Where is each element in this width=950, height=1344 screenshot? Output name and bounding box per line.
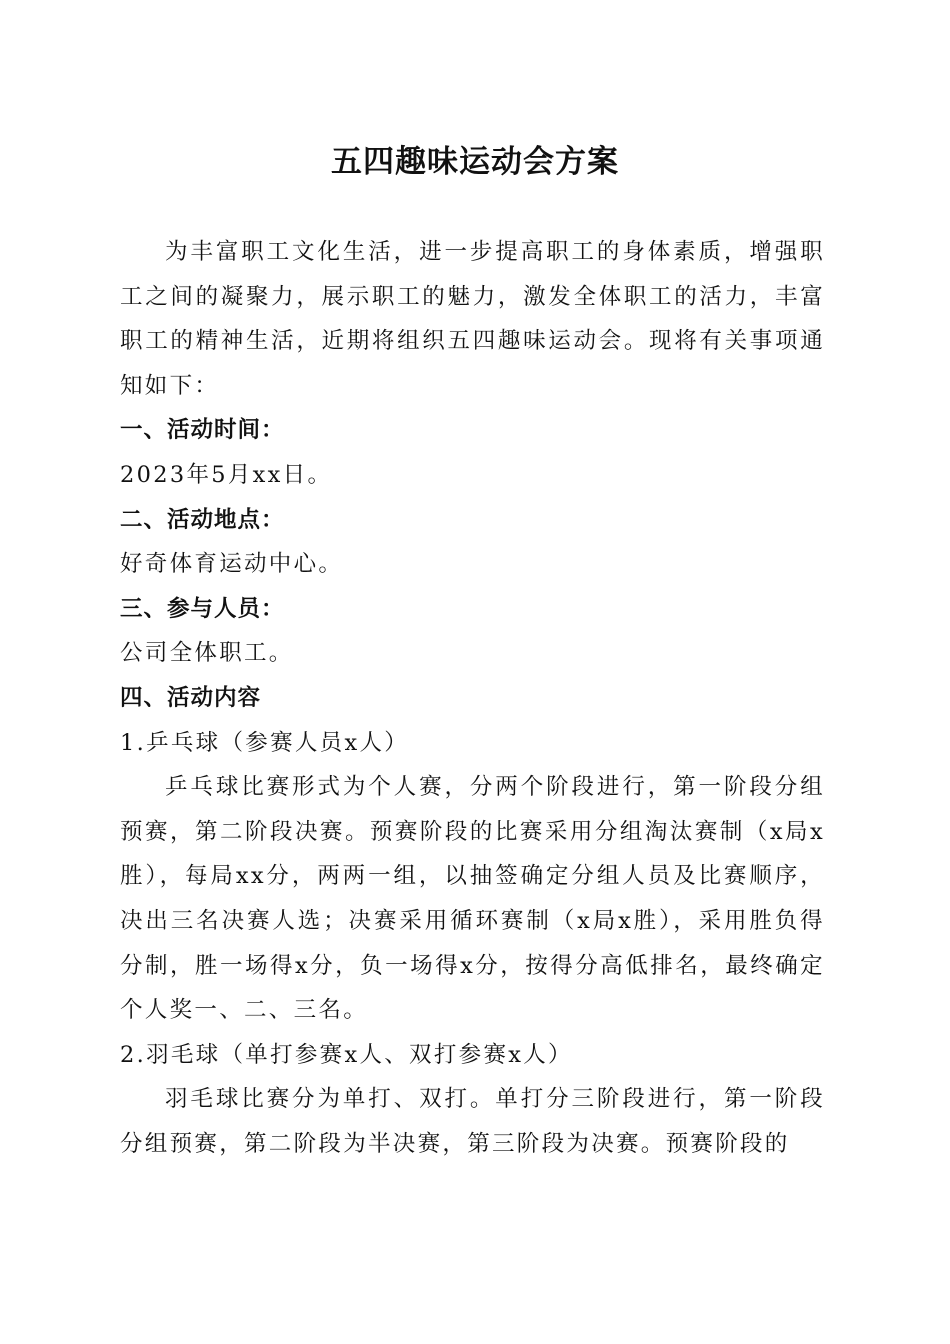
section-heading-participants: 三、参与人员： xyxy=(120,595,285,622)
section-heading-content: 四、活动内容 xyxy=(120,684,262,711)
section-heading-location: 二、活动地点： xyxy=(120,506,285,533)
section-content-participants: 公司全体职工。 xyxy=(120,640,294,667)
item-text-badminton: 羽毛球比赛分为单打、双打。单打分三阶段进行，第一阶段分组预赛，第二阶段为半决赛，第三阶段为决赛。预赛阶段的 xyxy=(120,1086,825,1157)
item-text-table-tennis: 乒乓球比赛形式为个人赛，分两个阶段进行，第一阶段分组预赛，第二阶段决赛。预赛阶段的比赛采用分组淘汰赛制（x局x胜），每局xx分，两两一组，以抽签确定分组人员及比赛顺序，决出三名决赛人选；决赛采用循环赛制（x局x胜），采用胜负得分制，胜一场得x分，负一场得x分，按得分高低排名，最终确定个人奖一、二、三名。 xyxy=(120,774,825,1024)
section-heading-time: 一、活动时间： xyxy=(120,417,285,444)
document-title: 五四趣味运动会方案 xyxy=(331,144,619,180)
intro-paragraph: 为丰富职工文化生活，进一步提高职工的身体素质，增强职工之间的凝聚力，展示职工的魅力，激发全体职工的活力，丰富职工的精神生活，近期将组织五四趣味运动会。现将有关事项通知如下： xyxy=(120,239,825,399)
section-content-time: 2023年5月xx日。 xyxy=(120,461,333,488)
document-body xyxy=(120,230,825,1166)
item-title-badminton: 2.羽毛球（单打参赛x人、双打参赛x人） xyxy=(120,1041,573,1068)
item-title-table-tennis: 1.乒乓球（参赛人员x人） xyxy=(120,729,410,756)
section-content-location: 好奇体育运动中心。 xyxy=(120,551,344,578)
